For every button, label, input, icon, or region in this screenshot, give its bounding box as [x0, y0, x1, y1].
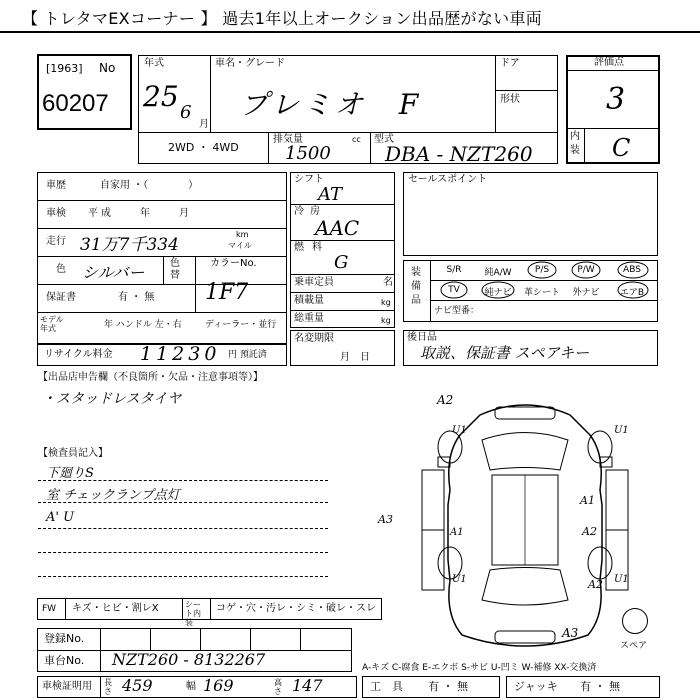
- mile-unit: マイル: [228, 241, 252, 250]
- equip-ps: P/S: [534, 265, 550, 275]
- chassis-value: NZT260 - 8132267: [112, 650, 266, 669]
- recycle-unit: 円 預託済: [228, 350, 267, 360]
- ac-label: 冷房: [294, 206, 326, 217]
- mark-a3-bottom: A3: [562, 626, 579, 640]
- month-value: 6: [180, 102, 192, 123]
- equipment-label: 装備品: [411, 267, 421, 306]
- ac-value: AAC: [315, 216, 360, 240]
- equip-pw: P/W: [577, 265, 595, 275]
- inspector-label: 【検査員記入】: [38, 448, 108, 459]
- car-diagram: [410, 395, 640, 655]
- color-change: 色替: [170, 258, 180, 281]
- lot-year: [1963]: [46, 62, 83, 75]
- equipment-circles: [403, 260, 658, 322]
- jack-value: 有 ・ 無: [580, 680, 620, 693]
- load-kg: kg: [381, 298, 391, 307]
- mark-a2-right-rear: A2: [582, 525, 597, 538]
- color-label: 色: [56, 264, 66, 275]
- mileage-label: 走行: [46, 236, 66, 247]
- jack-label: ジャッキ: [514, 680, 558, 693]
- fw-label: FW: [42, 604, 57, 614]
- length-label: 長さ: [104, 678, 112, 696]
- warranty-value: 有 ・ 無: [118, 292, 155, 303]
- name-label: 車名・グレード: [215, 58, 285, 69]
- after-label: 後日品: [407, 332, 437, 343]
- spare-label: スペア: [620, 641, 648, 651]
- fuel-value: G: [334, 252, 349, 273]
- lot-no-label: No: [99, 61, 116, 75]
- expire-unit: 月 日: [340, 352, 370, 363]
- page-title: 【 トレタマEXコーナー 】 過去1年以上オークション出品歴がない車両: [22, 9, 543, 28]
- door-label: ドア: [500, 58, 520, 69]
- equip-airbag: エアB: [619, 288, 645, 298]
- score-value: 3: [606, 82, 626, 117]
- fuel-label: 燃料: [294, 242, 330, 253]
- recycle-value: 11230: [140, 343, 221, 365]
- year-label: 年式: [144, 58, 164, 69]
- mark-a1-right-front: A1: [580, 494, 595, 507]
- chassis-label: 車台No.: [44, 654, 85, 667]
- load-label: 積載量: [294, 295, 324, 306]
- interior-label: 内装: [570, 131, 580, 156]
- km-unit: km: [236, 230, 249, 239]
- height-label: 高さ: [274, 678, 282, 696]
- weight-label: 総重量: [294, 313, 324, 324]
- width-value: 169: [203, 676, 234, 695]
- handle-value: 年 ハンドル 左・右: [104, 320, 182, 330]
- lot-number: 60207: [42, 90, 109, 117]
- year-value: 25: [143, 80, 179, 113]
- shift-value: AT: [318, 184, 343, 205]
- equip-abs: ABS: [623, 265, 641, 275]
- dealer-value: ディーラー・並行: [205, 320, 277, 330]
- declaration-label: 【出品店申告欄（不良箇所・欠品・注意事項等）】: [38, 372, 263, 383]
- equip-leather: 革シート: [523, 288, 560, 298]
- mark-u1-front-right: U1: [614, 425, 629, 436]
- mark-a2-top: A2: [437, 393, 454, 407]
- model-code: DBA - NZT260: [385, 142, 533, 166]
- color-value: シルバー: [82, 263, 145, 282]
- displacement-value: 1500: [285, 143, 331, 164]
- declaration-text: ・スタッドレスタイヤ: [42, 391, 182, 407]
- shaken-value: 平成 年 月: [88, 208, 192, 219]
- car-name: プレミオ F: [240, 88, 423, 121]
- shaken-label: 車検: [46, 208, 66, 219]
- inspector-line2: 室 チェックランプ点灯: [46, 488, 180, 503]
- recycle-label: リサイクル料金: [44, 349, 113, 360]
- inspector-line3: A' U: [46, 510, 75, 525]
- shift-label: シフト: [294, 174, 324, 185]
- mark-u1-front-left: U1: [452, 425, 467, 436]
- width-label: 幅: [186, 681, 196, 692]
- model-year-label: モデル年式: [40, 315, 64, 333]
- drive-value: 2WD ・ 4WD: [168, 141, 239, 154]
- interior-value: C: [612, 134, 631, 162]
- equip-aw: 純A/W: [484, 268, 512, 278]
- mark-a2-rear: A2: [588, 578, 603, 591]
- length-value: 459: [122, 676, 153, 695]
- color-no-value: 1F7: [205, 280, 249, 305]
- damage-legend: A-キズ C-腐食 E-エクボ S-サビ U-凹ミ W-補修 XX-交換済: [362, 663, 597, 673]
- history-label: 車歴: [46, 180, 66, 191]
- mark-u1-rear-left: U1: [452, 574, 467, 585]
- seat-items: コゲ・穴・汚レ・シミ・破レ・スレ: [216, 603, 376, 614]
- fw-items: キズ・ヒビ・割レX: [72, 603, 159, 614]
- capacity-label: 乗車定員: [294, 277, 334, 288]
- inspector-line1: 下廻りS: [46, 466, 94, 481]
- spare-tire-icon: [622, 608, 648, 634]
- shape-label: 形状: [500, 94, 520, 105]
- equip-sr: S/R: [446, 265, 462, 275]
- color-no-label: カラーNo.: [210, 258, 257, 269]
- mileage-value: 31万7千334: [80, 235, 179, 255]
- weight-kg: kg: [381, 316, 391, 325]
- score-label: 評価点: [594, 57, 624, 68]
- reg-label: 登録No.: [44, 632, 85, 645]
- cert-label: 車検証明用: [42, 681, 92, 692]
- mark-u1-rear-right: U1: [614, 574, 629, 585]
- seat-label: シート内装: [185, 600, 201, 627]
- history-value: 自家用 ・（ ）: [100, 180, 199, 191]
- equip-ext-navi: 外ナビ: [572, 288, 600, 298]
- displacement-label: 排気量: [273, 134, 303, 145]
- mark-a1-left: A1: [450, 527, 464, 538]
- tools-value: 有 ・ 無: [428, 680, 468, 693]
- sales-label: セールスポイント: [408, 174, 488, 185]
- month-suffix: 月: [199, 119, 209, 130]
- mark-a3-left: A3: [378, 513, 393, 526]
- after-value: 取説、保証書 スペアキー: [420, 344, 590, 362]
- equip-tv: TV: [448, 285, 460, 295]
- height-value: 147: [292, 676, 323, 695]
- capacity-unit: 名: [383, 277, 393, 288]
- equip-navi: 純ナビ: [484, 288, 512, 298]
- tools-label: 工 具: [370, 680, 403, 693]
- cc-label: cc: [352, 135, 361, 144]
- warranty-label: 保証書: [46, 292, 76, 303]
- navi-label: ナビ型番：: [434, 306, 480, 316]
- type-label: 型式: [374, 134, 394, 145]
- expire-label: 名変期限: [294, 333, 334, 344]
